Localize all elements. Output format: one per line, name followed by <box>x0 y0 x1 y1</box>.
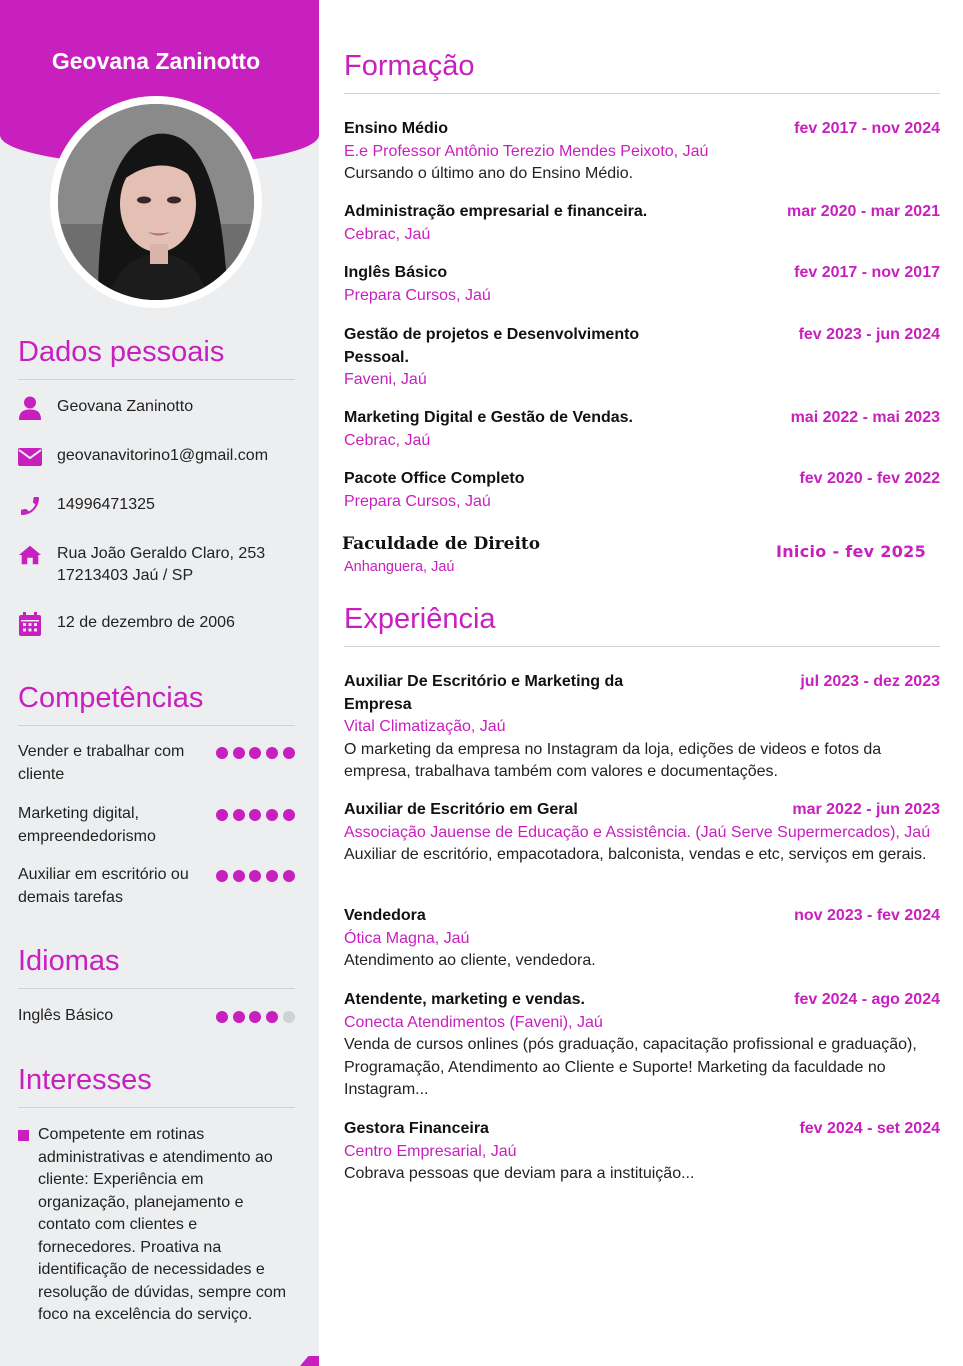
experience-entry <box>344 905 940 973</box>
entry-desc: Cobrava pessoas que deviam para a instituição... <box>344 1165 695 1182</box>
interests-heading: Interesses <box>18 1064 295 1108</box>
home-icon <box>18 543 42 567</box>
personal-email-row <box>18 445 295 469</box>
entry-title: Gestão de projetos e Desenvolvimento Pessoal. <box>344 326 640 366</box>
language-label: Inglês Básico <box>18 1007 114 1024</box>
education-entry <box>344 407 940 452</box>
skills-section <box>18 682 295 906</box>
square-bullet-icon <box>18 1130 29 1141</box>
rating-dot-filled <box>216 870 228 882</box>
education-heading: Formação <box>344 50 940 94</box>
entry-date: Inicio - fev 2025 <box>775 542 926 561</box>
email-text[interactable]: geovanavitorino1@gmail.com <box>57 447 269 464</box>
entry-desc: Venda de cursos onlines (pós graduação, capacitação profissional e graduação), Programação, Atendimento ao Cliente e Suporte! Marketing da faculdade no Instagram... <box>344 1036 917 1098</box>
entry-date: fev 2023 - jun 2024 <box>798 326 940 343</box>
rating-dot-filled <box>233 747 245 759</box>
rating-dot-filled <box>233 1011 245 1023</box>
avatar-photo <box>58 104 254 300</box>
entry-date: mar 2020 - mar 2021 <box>787 203 940 220</box>
entry-org: Faveni, Jaú <box>344 371 427 388</box>
avatar <box>50 96 262 308</box>
entry-org: Cebrac, Jaú <box>344 225 431 243</box>
entry-date: fev 2020 - fev 2022 <box>799 470 940 487</box>
entry-org: Ótica Magna, Jaú <box>344 929 470 947</box>
entry-date: fev 2017 - nov 2017 <box>794 264 940 281</box>
skills-heading: Competências <box>18 682 295 726</box>
rating-dot-empty <box>283 1011 295 1023</box>
education-entry <box>344 118 940 186</box>
entry-title: Atendente, marketing e vendas. <box>344 991 585 1008</box>
entry-org: Conecta Atendimentos (Faveni), Jaú <box>344 1013 603 1031</box>
envelope-icon <box>18 445 42 469</box>
entry-title: Gestora Financeira <box>344 1120 489 1137</box>
rating-dot-filled <box>283 747 295 759</box>
language-item <box>18 1005 295 1028</box>
skill-label: Auxiliar em escritório ou demais tarefas <box>18 866 189 906</box>
rating-dot-filled <box>216 1011 228 1023</box>
entry-date: nov 2023 - fev 2024 <box>794 907 940 924</box>
experience-entry <box>344 1118 940 1186</box>
address-text <box>57 543 265 587</box>
experience-entry <box>344 671 940 784</box>
personal-heading: Dados pessoais <box>18 336 295 380</box>
skill-item <box>18 741 295 786</box>
entry-org: Associação Jauense de Educação e Assistência. (Jaú Serve Supermercados), Jaú <box>344 823 931 841</box>
rating-dot-filled <box>283 870 295 882</box>
rating-dot-filled <box>249 747 261 759</box>
experience-entry <box>344 989 940 1102</box>
address-line2: 17213403 Jaú / SP <box>57 567 194 584</box>
entry-title: Pacote Office Completo <box>344 470 525 487</box>
entry-org: E.e Professor Antônio Terezio Mendes Peixoto, Jaú <box>344 142 709 160</box>
entry-date: fev 2024 - set 2024 <box>799 1120 940 1137</box>
personal-name-row <box>18 396 295 420</box>
rating-dot-filled <box>249 809 261 821</box>
skill-item <box>18 864 295 909</box>
entry-org: Prepara Cursos, Jaú <box>344 286 491 304</box>
interest-text: Competente em rotinas administrativas e atendimento ao cliente: Experiência em organização, planejamento e contato com clientes e fornecedores. Proativa na identificação de necessidades e resolução de dúvidas, sempre com foco na excelência do serviço. <box>38 1126 287 1323</box>
phone-text: 14996471325 <box>57 496 155 513</box>
entry-desc: Cursando o último ano do Ensino Médio. <box>344 165 634 182</box>
personal-birthdate-row <box>18 612 295 636</box>
languages-heading: Idiomas <box>18 945 295 989</box>
skill-rating <box>211 870 295 882</box>
address-line1: Rua João Geraldo Claro, 253 <box>57 545 266 562</box>
skill-rating <box>211 747 295 759</box>
personal-phone-row <box>18 494 295 518</box>
birthdate-text: 12 de dezembro de 2006 <box>57 614 235 631</box>
rating-dot-filled <box>266 870 278 882</box>
entry-title: Auxiliar De Escritório e Marketing da Empresa <box>344 673 624 713</box>
education-section <box>344 50 940 94</box>
personal-address-row <box>18 543 295 587</box>
education-entry <box>344 201 940 246</box>
entry-org: Prepara Cursos, Jaú <box>344 492 491 510</box>
rating-dot-filled <box>266 809 278 821</box>
languages-section <box>18 945 295 1024</box>
rating-dot-filled <box>249 870 261 882</box>
entry-org: Vital Climatização, Jaú <box>344 718 506 735</box>
entry-org: Cebrac, Jaú <box>344 431 431 449</box>
rating-dot-filled <box>233 809 245 821</box>
entry-org: Centro Empresarial, Jaú <box>344 1142 517 1160</box>
entry-title: Inglês Básico <box>344 264 448 281</box>
entry-org: Anhanguera, Jaú <box>344 558 455 575</box>
rating-dot-filled <box>249 1011 261 1023</box>
entry-desc: O marketing da empresa no Instagram da loja, edições de videos e fotos da empresa, trabalhava também com valores e documentações. <box>344 740 882 780</box>
skill-label: Vender e trabalhar com cliente <box>18 743 185 783</box>
experience-section <box>344 603 940 647</box>
entry-title: Vendedora <box>344 907 426 924</box>
rating-dot-filled <box>283 809 295 821</box>
experience-heading: Experiência <box>344 603 940 647</box>
entry-title: Administração empresarial e financeira. <box>344 203 648 220</box>
entry-title: Faculdade de Direito <box>342 534 541 554</box>
skill-rating <box>211 809 295 821</box>
entry-date: mar 2022 - jun 2023 <box>792 801 940 818</box>
interests-section <box>18 1064 295 1323</box>
entry-desc: Auxiliar de escritório, empacotadora, balconista, vendas e etc, serviços em gerais. <box>344 846 927 863</box>
interest-item <box>18 1124 295 1327</box>
profile-name: Geovana Zaninotto <box>51 48 261 74</box>
education-entry <box>344 468 940 513</box>
rating-dot-filled <box>266 747 278 759</box>
personal-name-text: Geovana Zaninotto <box>57 398 194 415</box>
rating-dot-filled <box>216 809 228 821</box>
education-entry <box>342 533 938 578</box>
entry-title: Marketing Digital e Gestão de Vendas. <box>344 409 633 426</box>
entry-title: Auxiliar de Escritório em Geral <box>344 801 578 818</box>
entry-date: fev 2017 - nov 2024 <box>794 120 940 137</box>
entry-title: Ensino Médio <box>344 120 448 137</box>
education-entry <box>344 262 940 307</box>
person-icon <box>18 396 42 420</box>
entry-date: jul 2023 - dez 2023 <box>800 673 940 690</box>
entry-date: fev 2024 - ago 2024 <box>794 991 940 1008</box>
skill-label: Marketing digital, empreendedorismo <box>18 805 156 845</box>
rating-dot-filled <box>216 747 228 759</box>
personal-section <box>18 336 295 631</box>
experience-entry <box>344 799 940 867</box>
phone-icon <box>18 494 42 518</box>
sidebar <box>0 0 319 1366</box>
rating-dot-filled <box>233 870 245 882</box>
education-entry <box>344 324 940 392</box>
skill-item <box>18 803 295 848</box>
corner-accent <box>292 1356 319 1366</box>
language-rating <box>211 1011 295 1023</box>
rating-dot-filled <box>266 1011 278 1023</box>
entry-date: mai 2022 - mai 2023 <box>790 409 940 426</box>
calendar-icon <box>18 612 42 636</box>
entry-desc: Atendimento ao cliente, vendedora. <box>344 952 596 969</box>
